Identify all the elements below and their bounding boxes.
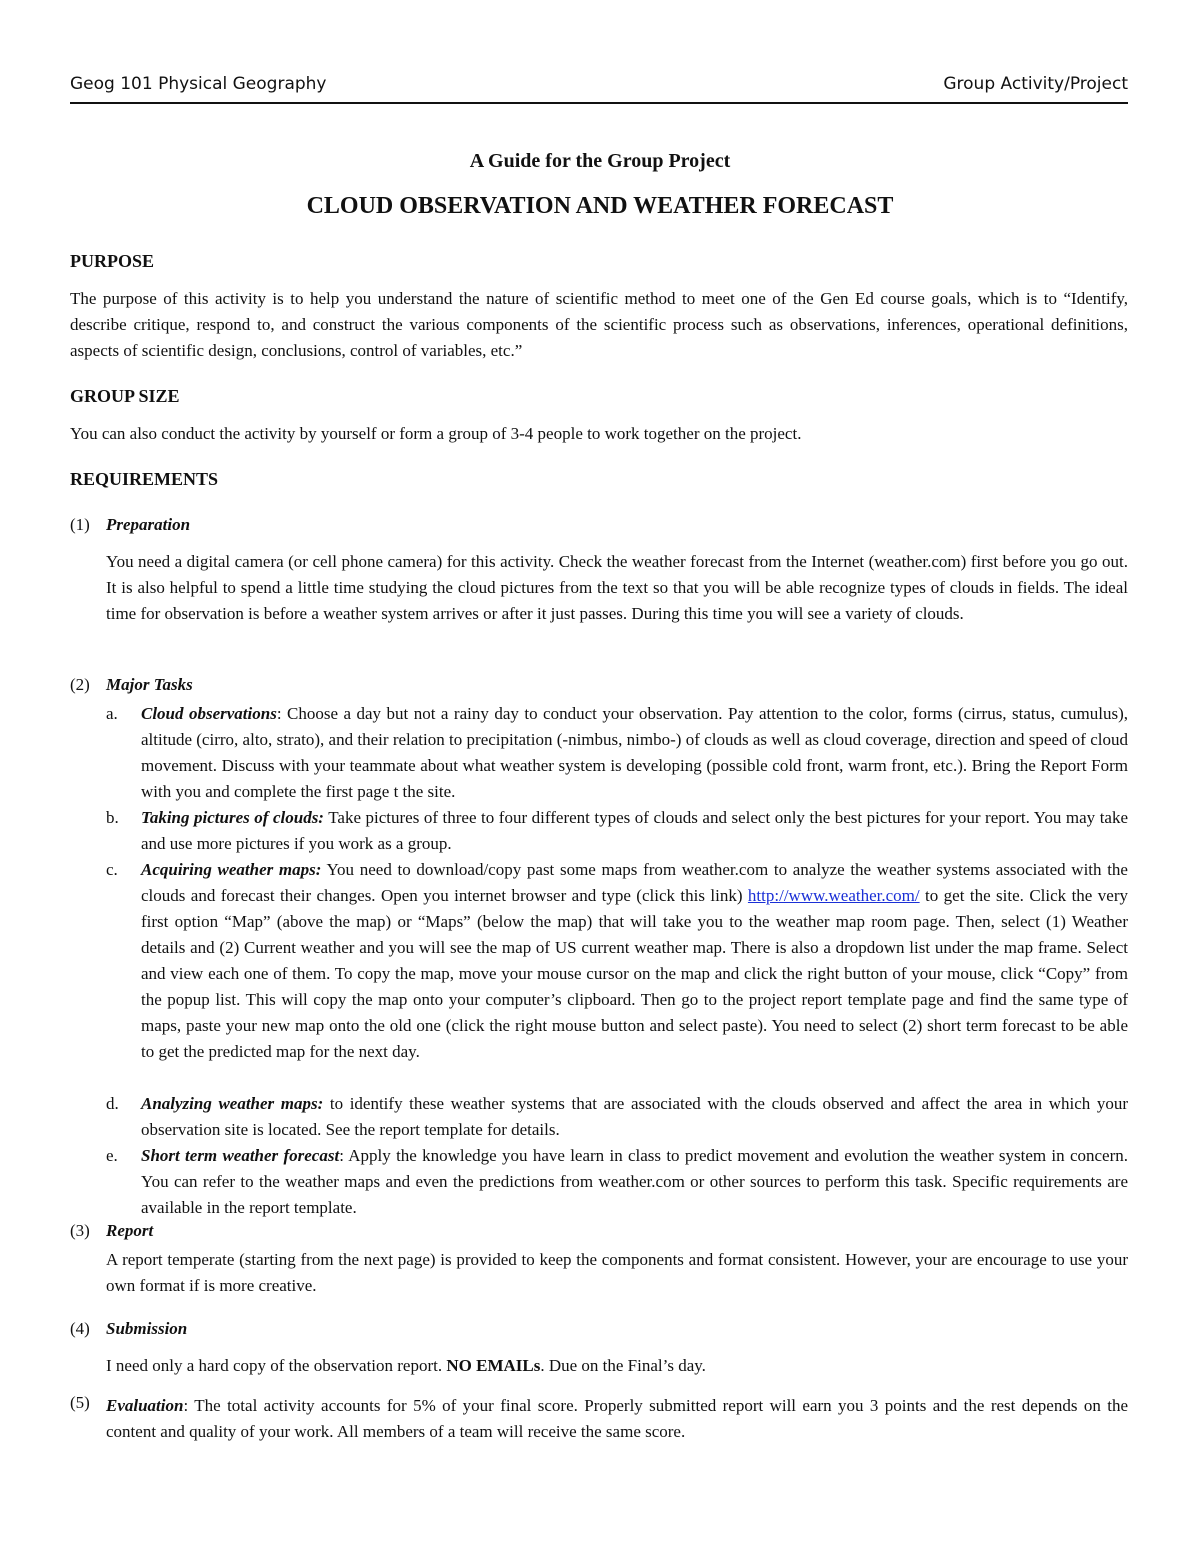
task-text: Take pictures of three to four different types of clouds and select only the best pictures for your report. You may take and use more pictures if you work as a group. bbox=[141, 808, 1129, 853]
task-text: You need to download/copy past some maps from weather.com to analyze the weather systems associated with the clouds and forecast their changes. Open you internet browser and type (click this link) bbox=[141, 860, 1128, 905]
submission-no-emails: NO EMAILs bbox=[446, 1356, 541, 1375]
submission-title: Submission bbox=[106, 1319, 188, 1338]
report-number: (3) bbox=[70, 1221, 90, 1240]
guide-title: A Guide for the Group Project bbox=[469, 150, 731, 172]
task-title: Cloud observations bbox=[141, 704, 277, 723]
evaluation-body: : The total activity accounts for 5% of your final score. Properly submitted report will earn you 3 points and the rest depends on the content and quality of your work. All members of a team will receive the same score. bbox=[106, 1396, 1128, 1441]
submission-text bbox=[106, 1353, 1128, 1379]
task-title: Short term weather forecast bbox=[141, 1146, 340, 1165]
evaluation-text bbox=[106, 1393, 1128, 1445]
group-size-heading: GROUP SIZE bbox=[70, 386, 180, 406]
task-text-continued: to get the site. Click the very first option “Map” (above the map) or “Maps” (below the map) that will take you to the weather map room page. Then, select (1) Weather details and (2) Current weather and you will see the map of US current weather map. There is also a dropdown list under the map frame. Select and view each one of them. To copy the map, move your mouse cursor on the map and click the right button of your mouse, click “Copy” from the popup list. This will copy the map onto your computer’s clipboard. Then go to the project report template page and find the same type of maps, paste your new map onto the old one (click the right mouse button and select paste). You need to select (2) short term forecast to be able to get the predicted map for the next day. bbox=[141, 886, 1128, 1061]
project-title: CLOUD OBSERVATION AND WEATHER FORECAST bbox=[306, 193, 894, 219]
weather-link[interactable]: http://www.weather.com/ bbox=[747, 886, 920, 905]
preparation-text: You need a digital camera (or cell phone camera) for this activity. Check the weather forecast from the Internet (weather.com) first before you go out. It is also helpful to spend a little time studying the cloud pictures from the text so that you will be able recognize types of clouds in fields. The ideal time for observation is before a weather system arrives or after it just passes. During this time you will see a variety of clouds. bbox=[106, 552, 1128, 623]
group-size-text: You can also conduct the activity by yourself or form a group of 3-4 people to work together on the project. bbox=[70, 424, 802, 443]
purpose-heading: PURPOSE bbox=[70, 251, 155, 271]
task-letter: d. bbox=[106, 1094, 119, 1113]
task-item-e bbox=[106, 1143, 1128, 1221]
evaluation-title: Evaluation bbox=[106, 1396, 184, 1415]
task-title: Acquiring weather maps: bbox=[141, 860, 322, 879]
task-text: : Choose a day but not a rainy day to conduct your observation. Pay attention to the color, forms (cirrus, status, cumulus), altitude (cirro, alto, strato), and their relation to precipitation (-nimbus, nimbo-) of clouds as well as cloud coverage, direction and speed of cloud movement. Discuss with your teammate about what weather system is developing (possible cold front, warm front, etc.). Bring the Report Form with you and complete the first page t the site. bbox=[141, 704, 1128, 801]
evaluation-number: (5) bbox=[70, 1393, 90, 1412]
major-tasks-number: (2) bbox=[70, 675, 90, 694]
preparation-number: (1) bbox=[70, 515, 90, 534]
report-text: A report temperate (starting from the next page) is provided to keep the components and format consistent. However, your are encourage to use your own format if is more creative. bbox=[106, 1250, 1128, 1295]
task-text: to identify these weather systems that are associated with the clouds observed and affect the area in which your observation site is located. See the report template for details. bbox=[141, 1094, 1128, 1139]
task-letter: a. bbox=[106, 704, 118, 723]
submission-text-before: I need only a hard copy of the observation report. bbox=[106, 1356, 447, 1375]
task-text: : Apply the knowledge you have learn in class to predict movement and evolution the weather system in concern. You can refer to the weather maps and even the predictions from weather.com or other sources to perform this task. Specific requirements are available in the report template. bbox=[141, 1146, 1128, 1217]
task-item-c bbox=[106, 857, 1128, 1065]
task-item-d bbox=[106, 1091, 1128, 1143]
task-letter: c. bbox=[106, 860, 118, 879]
header-type: Group Activity/Project bbox=[943, 74, 1128, 94]
task-item-a bbox=[106, 701, 1128, 805]
task-title: Analyzing weather maps: bbox=[141, 1094, 324, 1113]
submission-number: (4) bbox=[70, 1319, 90, 1338]
report-title: Report bbox=[106, 1221, 154, 1240]
preparation-title: Preparation bbox=[106, 515, 191, 534]
major-tasks-title: Major Tasks bbox=[106, 675, 193, 694]
submission-text-after: . Due on the Final’s day. bbox=[540, 1356, 706, 1375]
task-letter: b. bbox=[106, 808, 119, 827]
purpose-text: The purpose of this activity is to help you understand the nature of scientific method to meet one of the Gen Ed course goals, which is to “Identify, describe critique, respond to, and construct the various components of the scientific process such as observations, inferences, operational definitions, aspects of scientific design, conclusions, control of variables, etc.” bbox=[70, 289, 1128, 360]
task-title: Taking pictures of clouds: bbox=[141, 808, 324, 827]
page-header bbox=[70, 72, 1128, 104]
task-letter: e. bbox=[106, 1146, 118, 1165]
header-course: Geog 101 Physical Geography bbox=[70, 74, 327, 94]
requirements-heading: REQUIREMENTS bbox=[70, 469, 219, 489]
task-item-b bbox=[106, 805, 1128, 857]
